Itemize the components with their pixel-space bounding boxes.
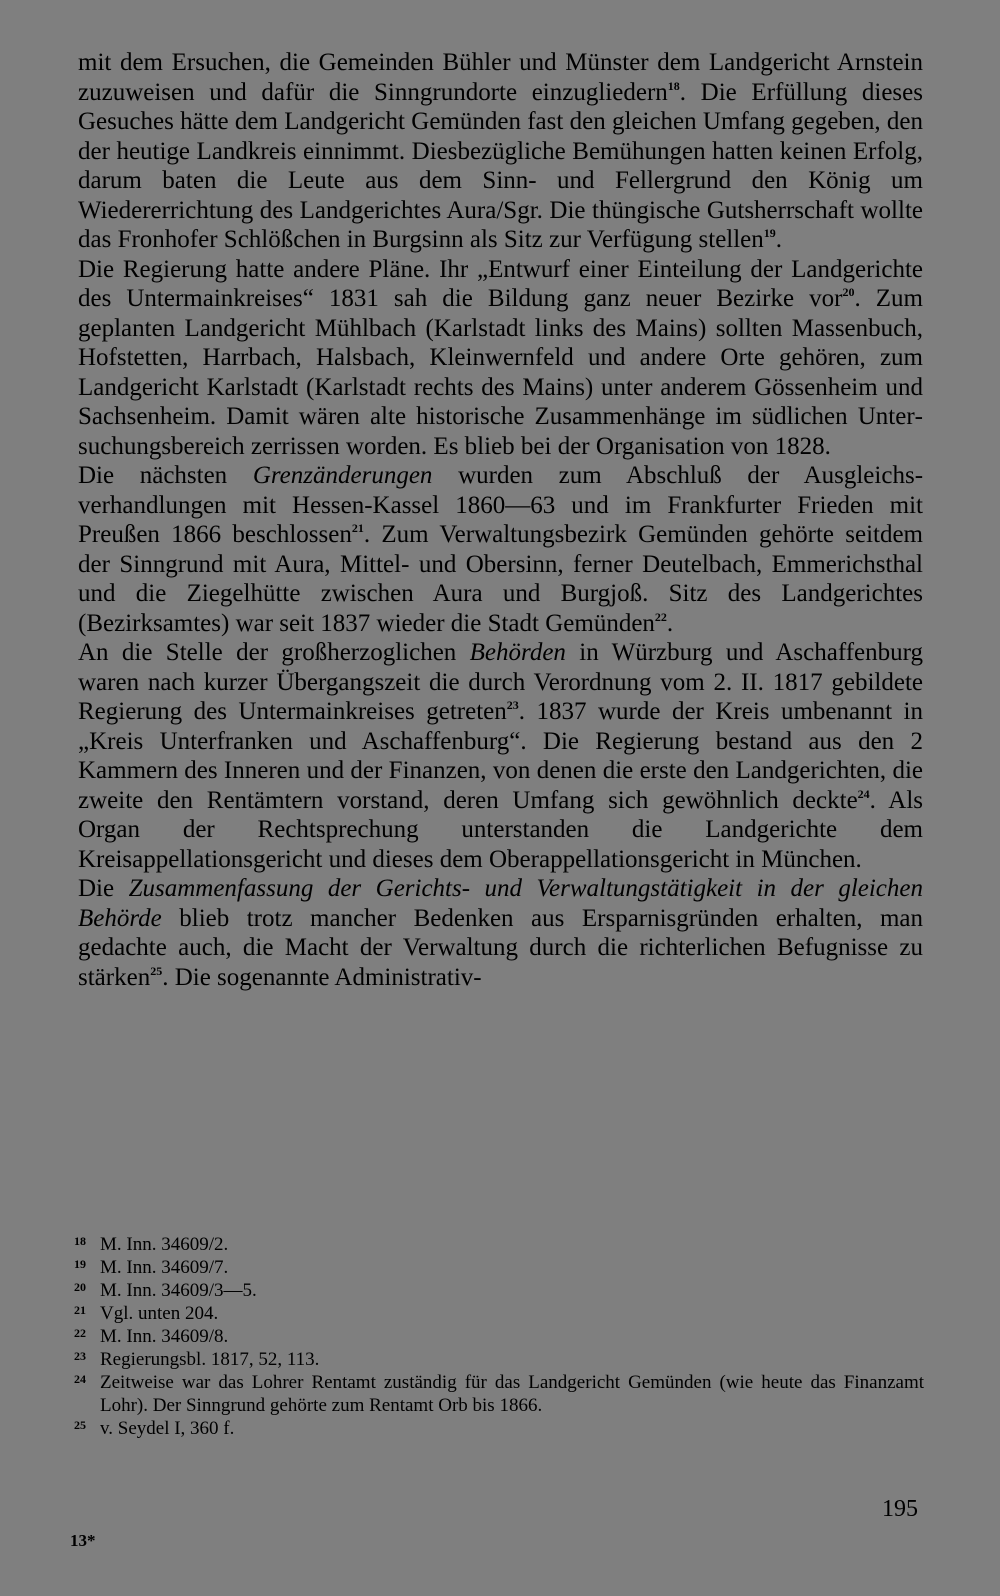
paragraph (78, 461, 923, 638)
footnote-ref: 23 (506, 698, 519, 712)
text-run: . Die Erfüllung dieses Gesuches hätte dem Landgericht Gemünden fast den gleichen Umfang gegeben, den der heutige Landkreis einnimmt. Diesbezügliche Bemühungen hatten keinen Erfolg, darum baten die Leute aus dem Sinn- und Fellergrund den König um Wiedererrichtung des Landgerichtes Aura/Sgr. Die thüngische Gutsherrschaft wollte das Fronhofer Schlößchen in Burgsinn als Sitz zur Verfügung stellen (78, 78, 923, 253)
text-run: . Als Organ der Rechtsprechung unterstanden die Landgerichte dem Kreisappellationsgericht und dieses dem Oberappellationsgericht in München. (78, 786, 923, 873)
page-number: 195 (882, 1496, 918, 1522)
footnote-text: M. Inn. 34609/7. (100, 1257, 229, 1278)
text-run: wurden zum Abschluß der Ausgleichsverhandlungen mit Hessen-Kassel 1860—63 und im Frankfurter Frieden mit Preußen 1866 beschlossen (78, 462, 924, 548)
sheet-signature: 13* (70, 1531, 96, 1550)
footnotes (74, 1233, 924, 1440)
footnote-number: 21 (74, 1303, 86, 1317)
footnote-text: Vgl. unten 204. (100, 1303, 219, 1324)
footnote-number: 24 (74, 1372, 86, 1386)
footnote (74, 1417, 924, 1440)
footnote-ref: 22 (654, 609, 667, 624)
emphasis-text: Behörden (469, 639, 566, 666)
footnote-ref: 21 (351, 521, 364, 535)
text-run: . Zum Verwaltungsbezirk Gemünden gehörte seitdem der Sinngrund mit Aura, Mittel- und Obersinn, ferner Deutelbach, Emmerichsthal und die Ziegelhütte zwischen Aura und Burgjoß. Sitz des Landgerichtes (Bezirksamtes) war seit 1837 wieder die Stadt Gemünden (78, 521, 924, 637)
paragraph (78, 48, 923, 255)
body-text (78, 48, 923, 992)
footnote (74, 1233, 924, 1256)
footnote-text: Regierungsbl. 1817, 52, 113. (100, 1349, 320, 1370)
footnote (74, 1279, 924, 1302)
footnote-number: 25 (74, 1418, 86, 1432)
paragraph (78, 255, 923, 462)
text-run: blieb trotz mancher Bedenken aus Ersparnisgründen erhalten, man gedachte auch, die Macht der Verwaltung durch die richterlichen Befugnisse zu stärken (78, 904, 923, 991)
footnote (74, 1325, 924, 1348)
footnote-text: Zeitweise war das Lohrer Rentamt zuständig für das Landgericht Gemünden (wie heute das Finanzamt Lohr). Der Sinngrund gehörte zum Rentamt Orb bis 1866. (100, 1372, 924, 1416)
footnote-ref: 19 (763, 226, 776, 240)
emphasis-text: Grenzänderungen (252, 462, 433, 489)
text-run: Die Regierung hatte andere Pläne. Ihr „Entwurf einer Einteilung der Landgerichte des Untermainkreises“ 1831 sah die Bildung ganz neuer Bezirke vor (78, 255, 923, 312)
text-run: . (666, 609, 674, 637)
footnote-text: M. Inn. 34609/2. (100, 1234, 229, 1255)
footnote (74, 1348, 924, 1371)
text-run: mit dem Ersuchen, die Gemeinden Bühler und Münster dem Landgericht Arnstein zuzuweisen und dafür die Sinngrundorte einzugliedern (78, 49, 923, 106)
paragraph (78, 874, 923, 992)
text-run: . Zum geplanten Landgericht Mühlbach (Karlstadt links des Mains) sollten Massenbuch, Hofstetten, Harrbach, Halsbach, Kleinwernfeld und andere Orte gehören, zum Landgericht Karlstadt (Karlstadt rechts des Mains) unter anderem Gössenheim und Sachsenheim. Damit wären alte historische Zusammenhänge im südlichen Untersuchungsbereich zerrissen worden. Es blieb bei der Organisation von 1828. (78, 285, 923, 460)
footnote-ref: 18 (667, 78, 680, 93)
footnote-ref: 20 (842, 285, 855, 299)
footnote-number: 22 (74, 1326, 86, 1340)
text-run: . Die sogenannte Administrativ- (162, 963, 482, 991)
footnote-ref: 24 (857, 786, 870, 801)
paragraph (78, 638, 923, 874)
text-run: Die (78, 875, 129, 902)
footnote-text: M. Inn. 34609/8. (100, 1326, 229, 1347)
footnote-ref: 25 (150, 963, 163, 978)
text-run: . (775, 226, 783, 253)
footnote-number: 23 (74, 1349, 86, 1363)
text-run: in Würzburg und Aschaffenburg waren nach kurzer Übergangszeit die durch Verordnung vom 2. II. 1817 gebildete Regierung des Untermainkreises getreten (78, 639, 923, 725)
footnote-number: 18 (74, 1234, 86, 1248)
footnote-number: 19 (74, 1257, 86, 1271)
footnote-text: v. Seydel I, 360 f. (100, 1418, 235, 1439)
footnote (74, 1371, 924, 1417)
text-run: Die nächsten (78, 462, 253, 489)
emphasis-text: Zusammenfassung der Gerichts- und Verwaltungstätigkeit in der gleichen Behörde (78, 875, 923, 932)
footnote (74, 1302, 924, 1325)
footnote-number: 20 (74, 1280, 86, 1294)
footnote (74, 1256, 924, 1279)
text-run: . 1837 wurde der Kreis umbenannt in „Kreis Unterfranken und Aschaffenburg“. Die Regierung bestand aus den 2 Kammern des Inneren und der Finanzen, von denen die erste den Landgerichten, die zweite den Rentämtern vorstand, deren Umfang sich gewöhnlich deckte (78, 698, 923, 814)
text-run: An die Stelle der großherzoglichen (78, 639, 470, 666)
footnote-text: M. Inn. 34609/3—5. (100, 1280, 257, 1301)
